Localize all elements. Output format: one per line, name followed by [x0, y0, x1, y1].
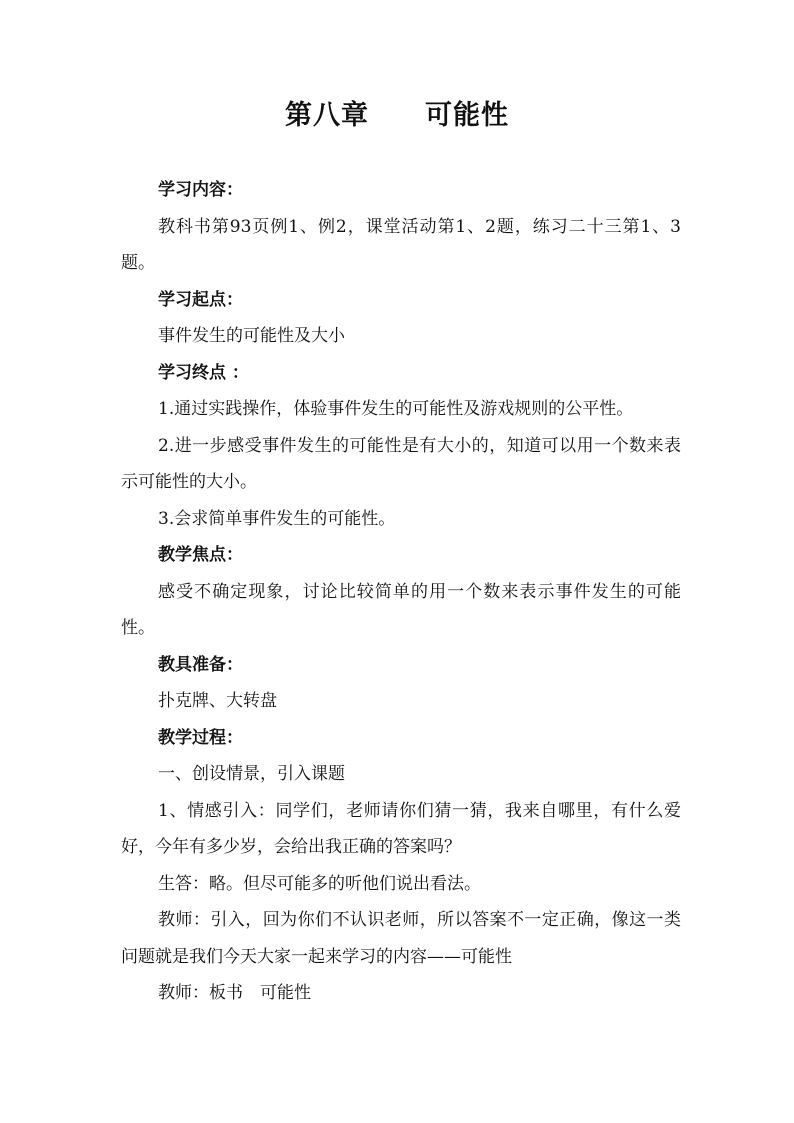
section-heading-teaching-focus: 教学焦点：: [158, 545, 243, 565]
paragraph-process-student-answer: 生答：略。但尽可能多的听他们说出看法。: [158, 873, 481, 894]
section-heading-starting-point: 学习起点：: [158, 289, 243, 310]
paragraph-end-point-3: 3.会求简单事件发生的可能性。: [158, 508, 396, 529]
paragraph-teaching-focus: 感受不确定现象，讨论比较简单的用一个数来表示事件发生的可能性。: [121, 581, 681, 638]
paragraph-learning-content: 教科书第93页例1、例2，课堂活动第1、2题，练习二十三第1、3题。: [121, 216, 681, 273]
document-body: [121, 172, 681, 1012]
paragraph-process-board: 教师：板书 可能性: [158, 983, 311, 1003]
paragraph-process-step-1: 一、创设情景，引入课题: [158, 764, 345, 784]
section-heading-learning-content: 学习内容：: [158, 180, 243, 200]
section-heading-teaching-process: 教学过程：: [158, 727, 243, 748]
paragraph-end-point-2: 2.进一步感受事件发生的可能性是有大小的，知道可以用一个数来表示可能性的大小。: [121, 435, 681, 492]
paragraph-teaching-aids: 扑克牌、大转盘: [158, 691, 277, 711]
paragraph-end-point-1: 1.通过实践操作，体验事件发生的可能性及游戏规则的公平性。: [158, 399, 634, 419]
section-heading-end-point: 学习终点 ：: [158, 362, 249, 383]
chapter-title: 第八章 可能性: [285, 100, 509, 131]
paragraph-process-teacher-intro: 教师：引入，回为你们不认识老师，所以答案不一定正确，像这一类问题就是我们今天大家一起来学习的内容——可能性: [121, 910, 681, 967]
paragraph-starting-point: 事件发生的可能性及大小: [158, 326, 345, 346]
paragraph-process-intro: 1、情感引入：同学们，老师请你们猜一猜，我来自哪里，有什么爱好，今年有多少岁，会给出我正确的答案吗？: [121, 800, 681, 857]
section-heading-teaching-aids: 教具准备：: [158, 654, 243, 675]
